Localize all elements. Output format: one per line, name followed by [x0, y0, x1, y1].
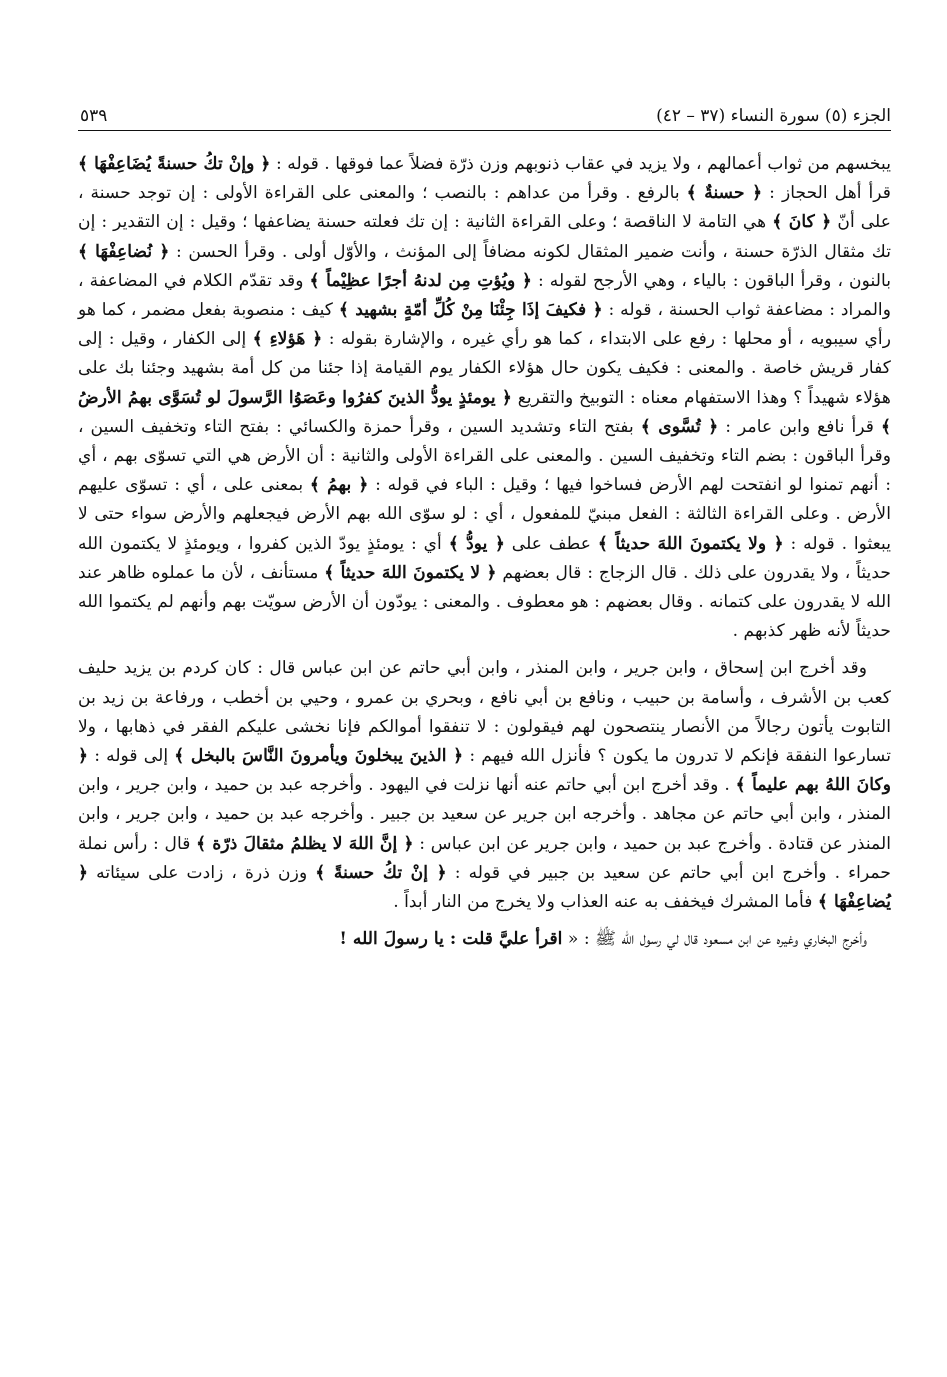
quran-quote: ﴿ يودُّ ﴾: [448, 533, 505, 554]
quran-quote: ﴿ حسنةٌ ﴾: [686, 183, 763, 204]
quran-quote: ﴿ هَؤلاءِ ﴾: [252, 329, 323, 350]
text-run: وزن ذرة ، زادت على سيئاته: [88, 862, 316, 883]
quran-quote: ﴿ ولا يكتمونَ اللهَ حديثاً ﴾: [597, 533, 784, 554]
text-run: أي : يومئذٍ يودّ الذين كفروا ، ويومئذٍ لا يكتمون الله حديثاً ، ولا يقدرون على ذلك . قال الزجاج : قال بعضهم: [78, 533, 891, 583]
quran-quote: ﴿ إنَّ اللهَ لا يظلمُ مثقالَ ذرّة ﴾: [196, 833, 414, 854]
text-run: فأما المشرك فيخفف به عنه العذاب ولا يخرج من النار أبداً .: [393, 892, 818, 913]
quran-quote: ﴿ بهمُ ﴾: [309, 475, 369, 496]
text-run: وأخرج البخاري وغيره عن ابن مسعود قال لي رسول الله ﷺ : «: [562, 929, 867, 950]
quran-quote: ﴿ وإنْ تكُ حسنةً يُضَاعِفْهَا ﴾: [78, 154, 271, 174]
text-run: يبخسهم من ثواب أعمالهم ، ولا يزيد في عقاب ذنوبهم وزن ذرّة فضلاً عما فوقها . قوله :: [270, 154, 891, 174]
text-run: بالنون ، وقرأ الباقون : بالياء ، وهي الأرجح لقوله :: [531, 270, 891, 291]
quran-quote: ﴿ فكيفَ إذَا جِئْنَا مِنْ كُلِّ أمّةٍ بشهيد ﴾: [338, 300, 603, 321]
body-text: [78, 150, 891, 954]
text-run: بالرفع . وقرأ من عداهم : بالنصب ؛ والمعنى على القراءة الأولى : إن توجد حسنة ، على أنّ: [78, 183, 891, 233]
text-run: كيف : منصوبة بفعل مضمر ، كما هو رأي سيبويه ، أو محلها : رفع على الابتداء ، كما هو رأي غيره ، والإشارة بقوله :: [78, 300, 891, 350]
text-run: هي التامة لا الناقصة ؛ وعلى القراءة الثانية : إن تك فعلته حسنة يضاعفها ؛ وقيل : إن التقدير : إن تك مثقال الذرّة حسنة ، وأنت ضمير المثقال لكونه مضافاً إلى المؤنث ، والأوّل أولى . وقرأ الحسن :: [78, 212, 891, 262]
surah-title: الجزء (٥) سورة النساء (٣٧ – ٤٢): [656, 106, 891, 126]
text-run: عطف على: [504, 533, 598, 554]
quran-quote: ﴿ يُضاعِفْهَا ﴾: [78, 862, 891, 913]
text-run: . وقد أخرج ابن أبي حاتم عنه أنها نزلت في اليهود . وأخرجه عبد بن حميد ، وابن جرير ، وابن المنذر ، وابن أبي حاتم عن مجاهد . وأخرجه ابن جرير عن سعيد بن جبير . وأخرجه عبد بن حميد ، وابن جرير ، وابن المنذر عن قتادة . وأخرج عبد بن حميد ، وابن جرير عن ابن عباس :: [78, 775, 891, 854]
quran-quote: ﴿ كانَ ﴾: [772, 212, 832, 233]
quran-quote: ﴿ يومئذٍ يودُّ الذينَ كفرُوا وعَصَوُا الرَّسولَ لو تُسَوَّى بهمُ الأرضُ ﴾: [78, 387, 892, 437]
text-run: مستأنف ، لأن ما عملوه ظاهر عند الله لا يقدرون على كتمانه . وقال بعضهم : هو معطوف . والمعنى : يودّون أن الأرض سويّت بهم وأنهم لم يكتموا الله حديثاً لأنه ظهر كذبهم .: [78, 562, 891, 642]
text-run: إلى الكفار ، وقيل : إلى كفار قريش خاصة . والمعنى : فكيف يكون حال هؤلاء الكفار يوم القيامة إذا جئنا من كل أمة بشهيد وجئنا بك على هؤلاء شهيداً ؟ وهذا الاستفهام معناه : التوبيخ والتقريع: [78, 329, 892, 408]
quran-quote: ﴿ لا يكتمونَ اللهَ حديثاً ﴾: [324, 562, 497, 583]
text-run: بفتح التاء وتشديد السين ، وقرأ حمزة والكسائي : بفتح التاء وتخفيف السين ، وقرأ الباقون : بضم التاء وتخفيف السين . والمعنى على القراءة الأولى والثانية : أن الأرض هي التي تسوّى بهم ، أي : أنهم تمنوا لو انفتحت لهم الأرض فساخوا فيها ؛ وقيل : الباء في قوله :: [78, 416, 891, 496]
quran-quote: ﴿ إنْ تكُ حسنةً ﴾: [315, 862, 447, 883]
text-run: وقد أخرج ابن إسحاق ، وابن جرير ، وابن المنذر ، وابن أبي حاتم عن ابن عباس قال : كان كردم بن يزيد حليف كعب بن الأشرف ، وأسامة بن حبيب ، ونافع بن أبي نافع ، وبحري بن عمرو ، وحيي بن أخطب ، ورفاعة بن زيد بن التابوت يأتون رجالاً من الأنصار ينتصحون لهم فيقولون : لا تنفقوا أموالكم فإنا نخشى عليكم الفقر في ذهابها ، ولا تسارعوا النفقة فإنكم لا تدرون ما يكون ؟ فأنزل الله فيهم :: [78, 658, 891, 767]
text-run: وقد تقدّم الكلام في المضاعفة ، والمراد : مضاعفة ثواب الحسنة ، قوله :: [78, 270, 892, 321]
hadith-paragraph: [78, 925, 891, 954]
narration-paragraph: [78, 654, 891, 917]
text-run: بمعنى على ، أي : تسوّى عليهم الأرض . وعلى القراءة الثالثة : الفعل مبنيّ للمفعول ، أي : لو سوّى الله بهم الأرض فيجعلهم والأرض سواء حتى لا يبعثوا . قوله :: [78, 475, 892, 554]
commentary-paragraph: [78, 150, 891, 646]
running-header: [80, 92, 891, 126]
text-run: قال : رأس نملة حمراء . وأخرج ابن أبي حاتم عن سعيد بن جبير في قوله :: [78, 833, 891, 883]
quran-quote: اقرأ عليَّ قلت : يا رسولَ الله !: [339, 929, 563, 950]
text-run: قرأ أهل الحجاز :: [762, 183, 891, 204]
quran-quote: ﴿ ويُؤتِ مِن لدنهُ أجرًا عظِيْماً ﴾: [309, 270, 532, 291]
header-divider: [78, 130, 891, 131]
quran-quote: ﴿ نُضاعِفْهَا ﴾: [78, 241, 170, 262]
text-run: قرأ نافع وابن عامر :: [718, 416, 881, 437]
quran-quote: ﴿ تُسَّوى ﴾: [640, 416, 719, 437]
text-run: إلى قوله :: [88, 746, 175, 767]
page-number: ٥٣٩: [80, 106, 108, 126]
quran-quote: ﴿ وكانَ اللهُ بهم عليماً ﴾: [78, 746, 891, 796]
quran-quote: ﴿ الذينَ يبخلونَ ويأمرونَ النَّاسَ بالبخل ﴾: [174, 746, 464, 767]
